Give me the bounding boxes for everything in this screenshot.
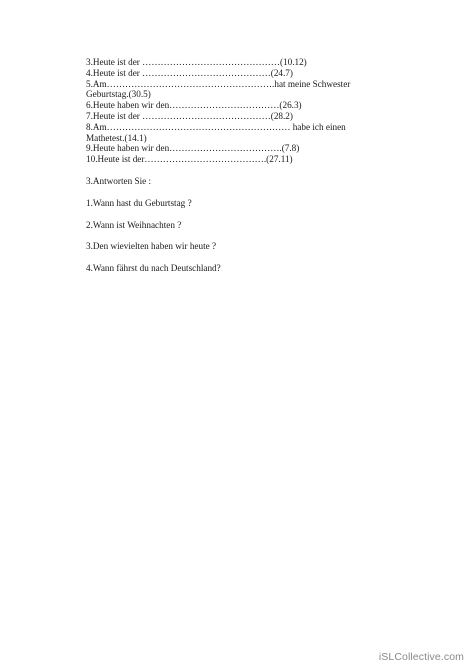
exercise-line: 5.Am……………………………………………….hat meine Schwester (86, 78, 351, 89)
spacer (86, 252, 406, 263)
spacer (86, 230, 406, 241)
site-watermark: iSLCollective.com (378, 651, 464, 663)
worksheet-content (86, 57, 406, 274)
question-item: 4.Wann fährst du nach Deutschland? (86, 263, 221, 274)
exercise-line: 9.Heute haben wir den……………………………….(7.8) (86, 143, 300, 154)
exercise-line: 4.Heute ist der ……………………………………(24.7) (86, 67, 293, 78)
exercise-line: 6.Heute haben wir den………………………………(26.3) (86, 100, 302, 111)
question-item: 2.Wann ist Weihnachten ? (86, 219, 182, 230)
exercise-line: 3.Heute ist der ………………………………………(10.12) (86, 57, 307, 67)
exercise-line: Mathetest.(14.1) (86, 132, 147, 143)
spacer (86, 209, 406, 220)
exercise-line: 7.Heute ist der ……………………………………(28.2) (86, 110, 293, 121)
exercise-line: 8.Am…………………………………………………… habe ich einen (86, 121, 346, 132)
exercise-heading: 3.Antworten Sie : (86, 175, 152, 186)
exercise-line: Geburtstag.(30.5) (86, 89, 151, 100)
question-item: 1.Wann hast du Geburtstag ? (86, 197, 192, 208)
spacer (86, 187, 406, 198)
question-item: 3.Den wievielten haben wir heute ? (86, 241, 217, 252)
exercise-fill-in-dates (86, 57, 406, 165)
exercise-line: 10.Heute ist der………………………………….(27.11) (86, 154, 293, 165)
spacer (86, 165, 406, 176)
